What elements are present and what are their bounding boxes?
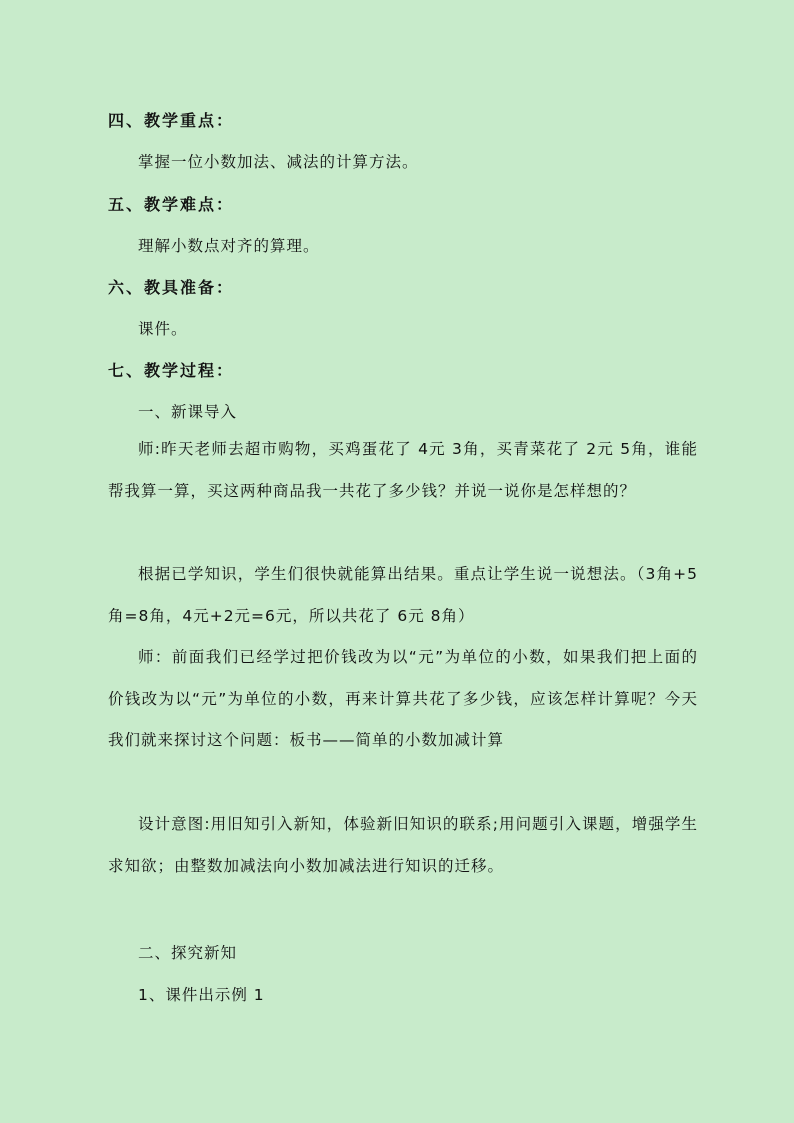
design-intent-paragraph: 设计意图:用旧知引入新知，体验新旧知识的联系;用问题引入课题，增强学生求知欲；由整数加减法向小数加减法进行知识的迁移。 (108, 815, 698, 875)
teacher-question-paragraph: 师：前面我们已经学过把价钱改为以“元”为单位的小数，如果我们把上面的价钱改为以“元”为单位的小数，再来计算共花了多少钱，应该怎样计算呢？今天我们就来探讨这个问题：板书——简单的小数加减计算 (108, 648, 698, 749)
teaching-difficulty-text: 理解小数点对齐的算理。 (138, 237, 320, 255)
part-one-title: 一、新课导入 (138, 403, 238, 421)
section-heading-teaching-focus: 四、教学重点： (108, 111, 235, 130)
teaching-aids-text: 课件。 (138, 320, 188, 338)
section-heading-teaching-process: 七、教学过程： (108, 361, 235, 380)
section-heading-teaching-aids: 六、教具准备： (108, 278, 235, 297)
section-heading-teaching-difficulty: 五、教学难点： (108, 195, 235, 214)
part-two-title: 二、探究新知 (138, 944, 238, 962)
teaching-focus-text: 掌握一位小数加法、减法的计算方法。 (138, 153, 419, 171)
student-answer-paragraph: 根据已学知识，学生们很快就能算出结果。重点让学生说一说想法。（3角+5角=8角，4元+2元=6元，所以共花了 6元 8角） (108, 565, 698, 625)
teacher-intro-paragraph: 师:昨天老师去超市购物，买鸡蛋花了 4元 3角，买青菜花了 2元 5角，谁能帮我算一算，买这两种商品我一共花了多少钱？并说一说你是怎样想的？ (108, 440, 698, 500)
example-step-one: 1、课件出示例 1 (138, 986, 265, 1004)
